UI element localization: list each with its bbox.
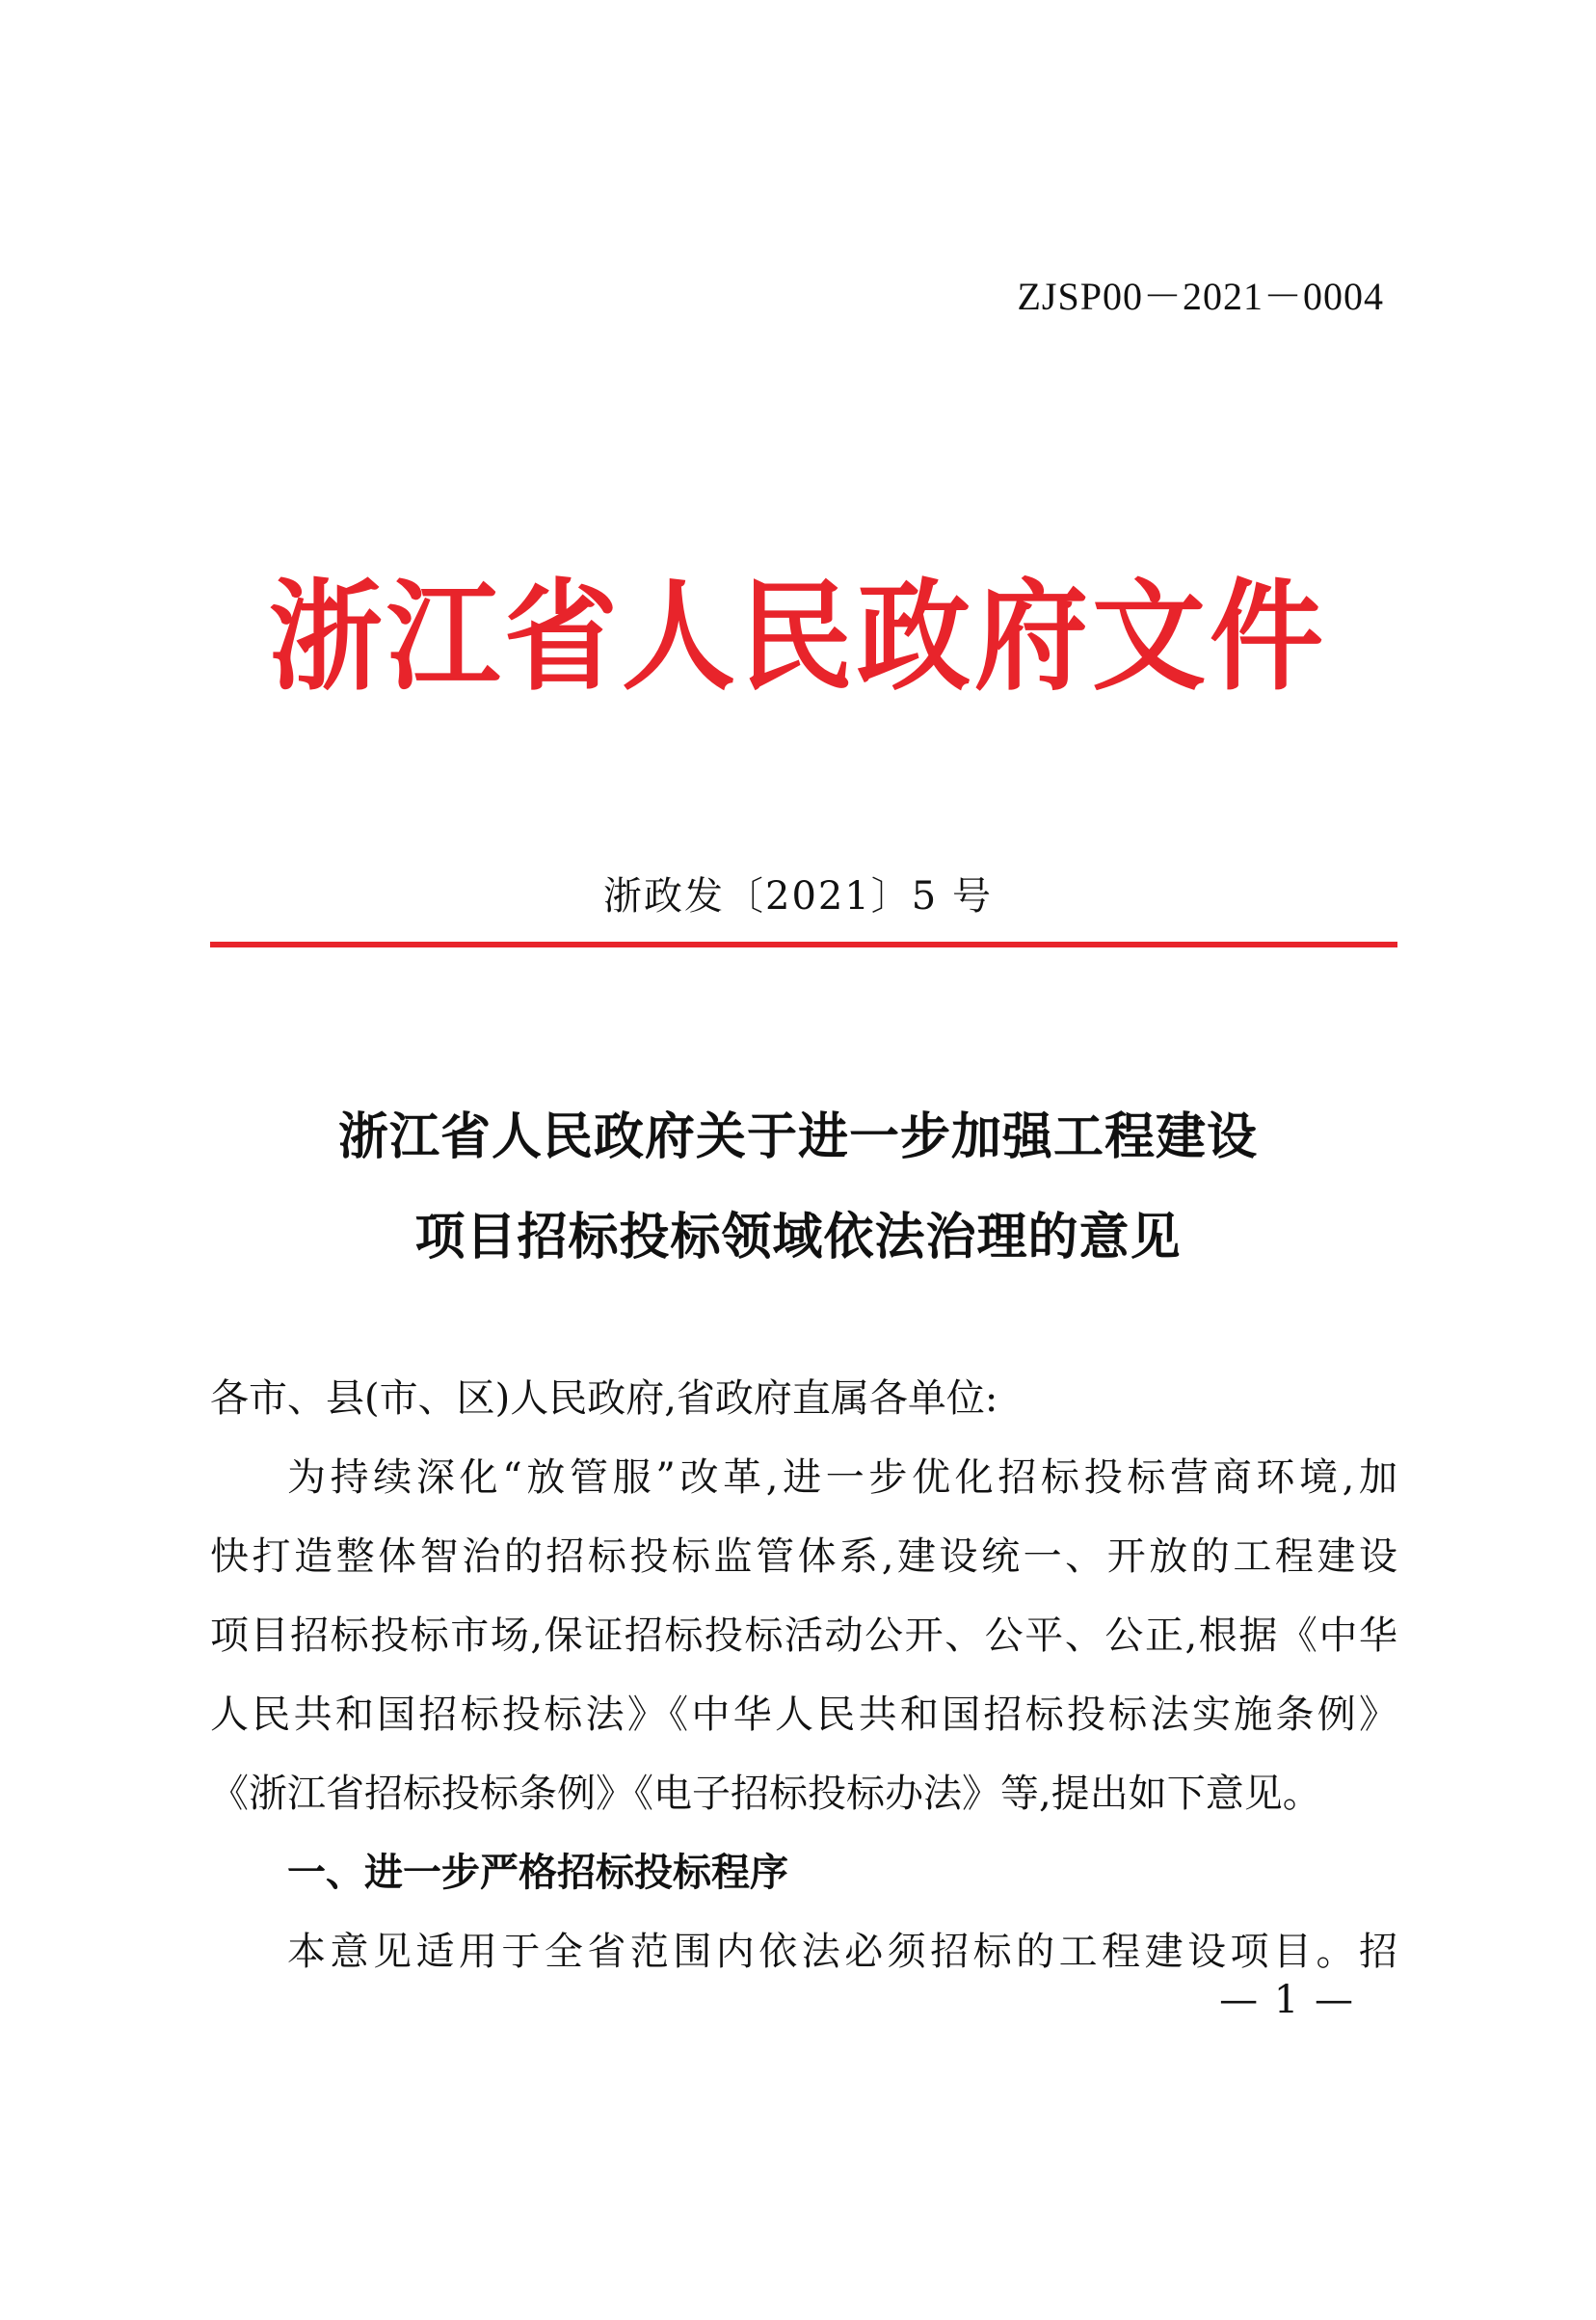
title-line-2: 项目招标投标领域依法治理的意见	[414, 1209, 1182, 1267]
paragraph-1-line-3: 项目招标投标市场,保证招标投标活动公开、公平、公正,根据《中华	[210, 1613, 1397, 1658]
document-body	[210, 1359, 1397, 1991]
paragraph-1-line-4: 人民共和国招标投标法》《中华人民共和国招标投标法实施条例》	[210, 1693, 1397, 1737]
paragraph-1-line-2: 快打造整体智治的招标投标监管体系,建设统一、开放的工程建设	[210, 1534, 1397, 1579]
paragraph-1-line-1: 为持续深化“放管服”改革,进一步优化招标投标营商环境,加	[287, 1455, 1397, 1500]
paragraph-2-line-1: 本意见适用于全省范围内依法必须招标的工程建设项目。招	[287, 1930, 1397, 1974]
document-title	[0, 1087, 1596, 1288]
document-code: ZJSP00－2021－0004	[1017, 275, 1384, 318]
salutation: 各市、县(市、区)人民政府,省政府直属各单位:	[210, 1376, 998, 1421]
paragraph-1-line-5: 《浙江省招标投标条例》《电子招标投标办法》等,提出如下意见。	[210, 1772, 1321, 1816]
document-number: 浙政发〔2021〕5 号	[603, 874, 993, 919]
page-number: — 1 —	[1219, 1978, 1355, 2022]
red-separator-line	[210, 942, 1397, 947]
title-line-1: 浙江省人民政府关于进一步加强工程建设	[337, 1108, 1258, 1166]
red-masthead: 浙江省人民政府文件	[268, 567, 1327, 707]
section-1-heading: 一、进一步严格招标投标程序	[287, 1851, 788, 1895]
